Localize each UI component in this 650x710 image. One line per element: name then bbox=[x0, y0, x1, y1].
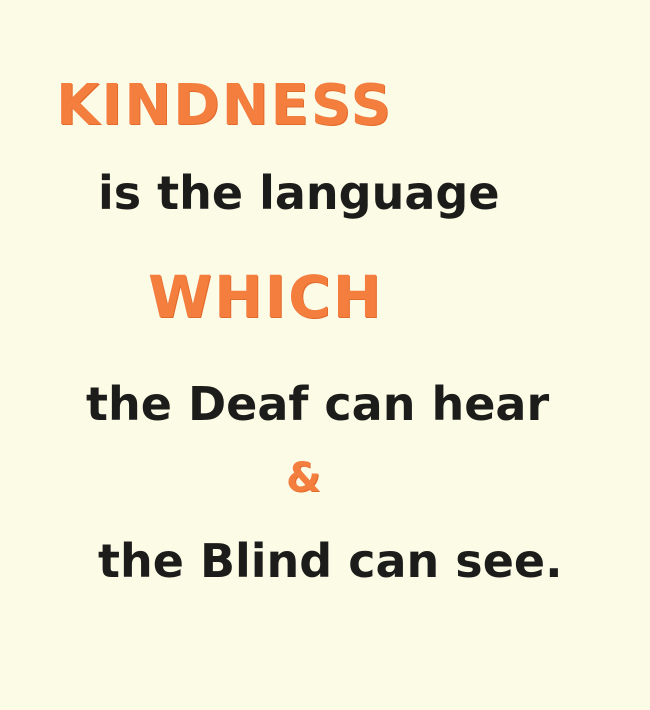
quote-language-line: is the language bbox=[98, 166, 500, 220]
quote-ampersand: & bbox=[286, 455, 321, 501]
quote-which-word: WHICH bbox=[148, 263, 384, 331]
quote-deaf-line: the Deaf can hear bbox=[86, 377, 550, 431]
quote-blind-line: the Blind can see. bbox=[98, 534, 563, 588]
quote-kindness-word: KINDNESS bbox=[56, 73, 393, 138]
